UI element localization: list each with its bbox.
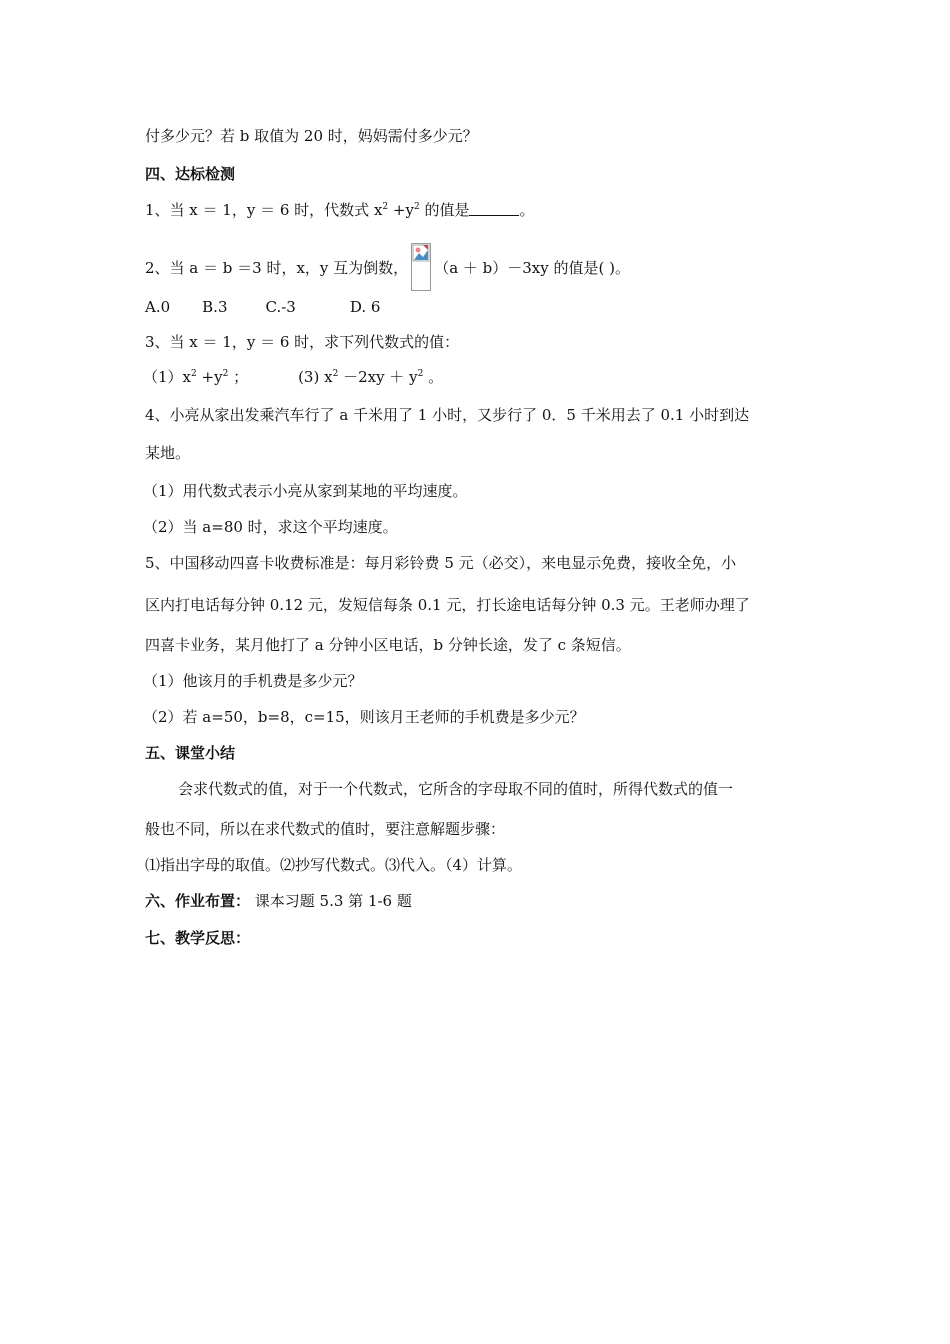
- question-3: 3、当 x ＝ 1，y ＝ 6 时，求下列代数式的值：: [145, 333, 460, 351]
- section-heading-6: 六、作业布置：: [145, 892, 251, 910]
- question-2-options: [145, 296, 380, 318]
- question-2: 2、当 a ＝ b ＝3 时，x，y 互为倒数， （a ＋ b）－3xy 的值是( )。: [145, 245, 630, 293]
- section-heading-4: 四、达标检测: [145, 165, 236, 183]
- homework-text: 课本习题 5.3 第 1-6 题: [250, 892, 412, 910]
- broken-image-icon: [411, 243, 431, 291]
- summary-line-3: ⑴指出字母的取值。⑵抄写代数式。⑶代入。（4）计算。: [145, 856, 523, 874]
- answer-blank: [469, 201, 519, 216]
- question-3-items: $(1)x^2 +y^2$ ； (3) $x^2 -2xy + y^2$ 。: [143, 368, 444, 386]
- section-heading-5: 五、课堂小结: [145, 744, 236, 762]
- question-5-line-3: 四喜卡业务，某月他打了 a 分钟小区电话，b 分钟长途，发了 c 条短信。: [145, 636, 631, 654]
- question-1: 1、当 x ＝ 1，y ＝ 6 时，代数式 $x^2 +y^2$ 的值是 。: [145, 201, 535, 219]
- question-5-part-2: （2）若 a=50，b=8，c=15，则该月王老师的手机费是多少元？: [143, 708, 585, 726]
- question-4-line-2: 某地。: [145, 444, 191, 462]
- option-a: A.0: [145, 298, 171, 316]
- summary-line-1: 会求代数式的值，对于一个代数式，它所含的字母取不同的值时，所得代数式的值一: [178, 780, 734, 798]
- question-4-line-1: 4、小亮从家出发乘汽车行了 a 千米用了 1 小时，又步行了 0．5 千米用去了 0.1 小时到达: [145, 406, 750, 424]
- question-5-line-1: 5、中国移动四喜卡收费标准是：每月彩铃费 5 元（必交），来电显示免费，接收全免，小: [145, 554, 737, 572]
- continuation-line: 付多少元？若 b 取值为 20 时，妈妈需付多少元？: [145, 127, 478, 145]
- question-5-line-2: 区内打电话每分钟 0.12 元，发短信每条 0.1 元，打长途电话每分钟 0.3 元。王老师办理了: [145, 596, 750, 614]
- question-5-part-1: （1）他该月的手机费是多少元？: [143, 672, 363, 690]
- question-4-part-1: （1）用代数式表示小亮从家到某地的平均速度。: [143, 482, 468, 500]
- option-d: D. 6: [349, 298, 381, 316]
- homework-line: [145, 890, 412, 912]
- option-c: C.-3: [265, 298, 296, 316]
- summary-line-2: 般也不同，所以在求代数式的值时，要注意解题步骤：: [145, 820, 506, 838]
- option-b: B.3: [202, 298, 228, 316]
- section-heading-7: 七、教学反思：: [145, 929, 251, 947]
- question-4-part-2: （2）当 a=80 时，求这个平均速度。: [143, 518, 398, 536]
